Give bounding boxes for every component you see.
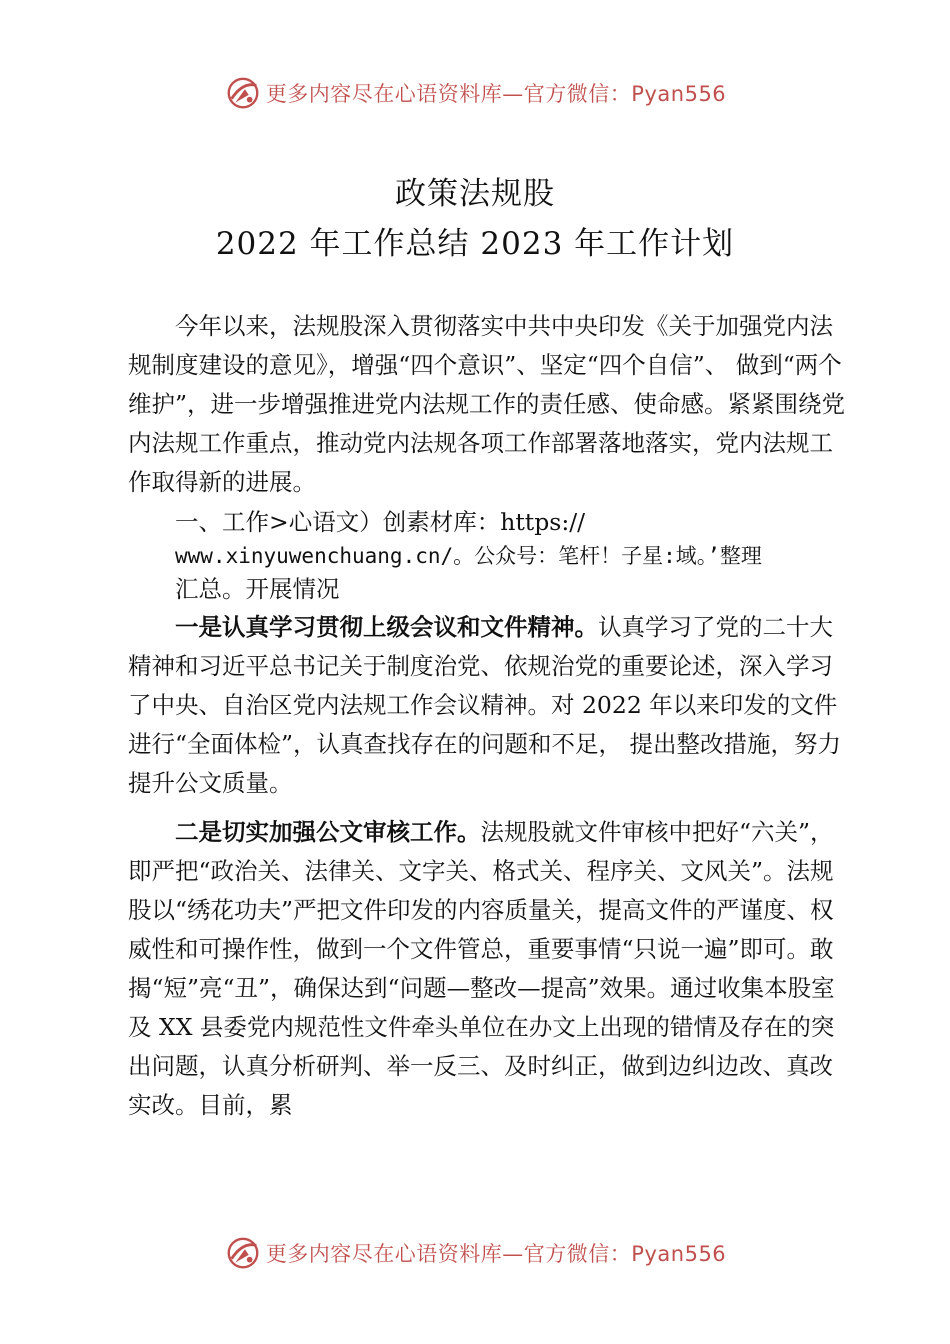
paragraph-text: 认真学习了党的二十大精神和习近平总书记关于制度治党、依规治党的重要论述，深入学习了中央、自治区党内法规工作会议精神。对 2022 年以来印发的文件进行“全面体检”，认真查找存在的问题和不足， 提出整改措施，努力提升公文质量。 (128, 613, 841, 797)
paragraph-text: 法规股就文件审核中把好“六关”，即严把“政治关、法律关、文字关、格式关、程序关、文风关”。法规股以“绣花功夫”严把文件印发的内容质量关，提高文件的严谨度、权威性和可操作性，做到一个文件管总，重要事情“只说一遍”即可。敢揭“短”亮“丑”，确保达到“问题—整改—提高”效果。通过收集本股室及 XX 县委党内规范性文件牵头单位在办文上出现的错情及存在的突出问题，认真分析研判、举一反三、及时纠正，做到边纠边改、真改实改。目前，累 (128, 818, 835, 1119)
banner-text: 更多内容尽在心语资料库—官方微信：Pyan556 (265, 1242, 727, 1266)
paragraph-lead: 二是切实加强公文审核工作。 (175, 818, 481, 846)
section-heading-line2: www.xinyuwenchuang.cn/。公众号：笔杆！子星:域。’整理 (175, 544, 762, 568)
section-heading (128, 506, 848, 606)
intro-paragraph: 今年以来，法规股深入贯彻落实中共中央印发《关于加强党内法规制度建设的意见》，增强“四个意识”、坚定“四个自信”、 做到“两个维护”，进一步增强推进党内法规工作的责任感、使命感。紧紧围绕党内法规工作重点，推动党内法规各项工作部署落地落实，党内法规工作取得新的进展。 (128, 312, 846, 496)
section-heading-line3: 汇总。开展情况 (175, 575, 340, 603)
document-body (128, 307, 848, 1125)
document-title: 政策法规股 (395, 176, 555, 212)
header-watermark-banner (0, 73, 950, 113)
brand-logo-icon (224, 74, 262, 112)
banner-text: 更多内容尽在心语资料库—官方微信：Pyan556 (265, 82, 727, 106)
document-subtitle: 2022 年工作总结 2023 年工作计划 (215, 226, 735, 262)
section-heading-line1: 一、工作>心语文）创素材库：https:// (175, 508, 586, 536)
brand-logo-icon (224, 1234, 262, 1272)
paragraph-lead: 一是认真学习贯彻上级会议和文件精神。 (175, 613, 598, 641)
body-paragraph (128, 608, 848, 803)
body-paragraph (128, 813, 848, 1125)
footer-watermark-banner (0, 1233, 950, 1273)
